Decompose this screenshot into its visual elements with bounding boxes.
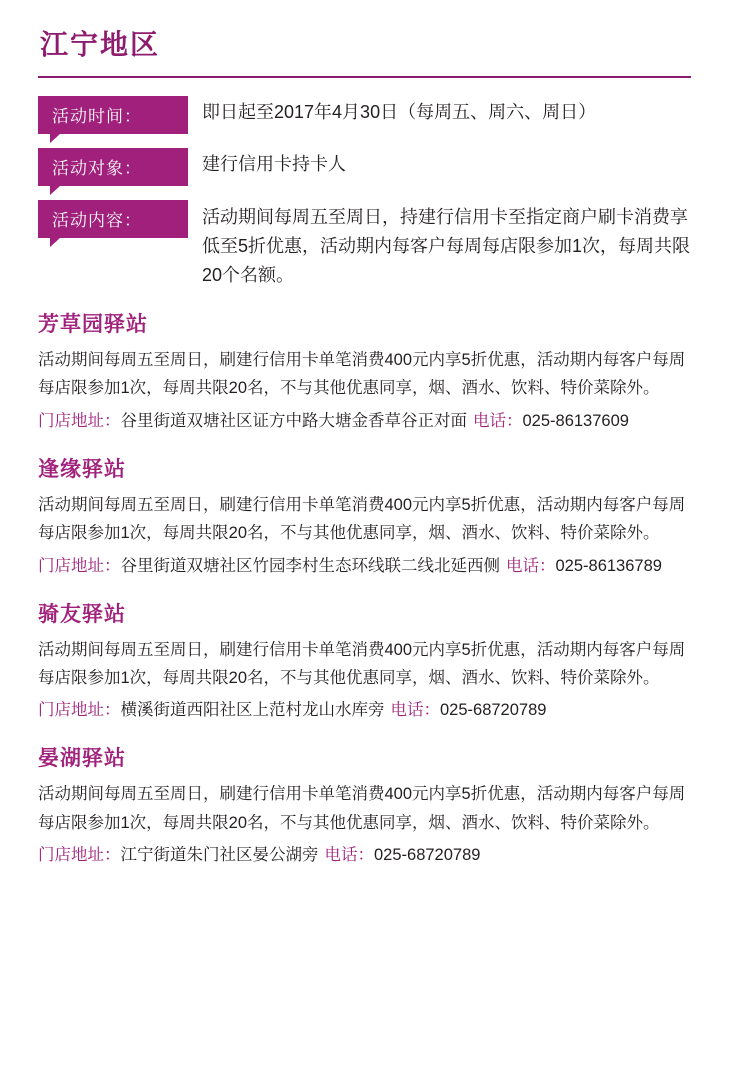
info-tag-time: 活动时间： xyxy=(38,96,188,134)
info-row-time xyxy=(38,96,691,134)
store-contact xyxy=(38,552,691,580)
promo-page xyxy=(0,28,729,1078)
info-row-content xyxy=(38,200,691,290)
info-tag-content: 活动内容： xyxy=(38,200,188,238)
store-section xyxy=(38,308,691,435)
title-divider xyxy=(38,76,691,78)
store-contact xyxy=(38,696,691,724)
info-value-audience: 建行信用卡持卡人 xyxy=(202,153,346,174)
store-section xyxy=(38,742,691,869)
store-phone-label: 电话： xyxy=(324,846,374,865)
page-title: 江宁地区 xyxy=(40,29,161,60)
store-section xyxy=(38,598,691,725)
store-description: 活动期间每周五至周日，刷建行信用卡单笔消费400元内享5折优惠，活动期内每客户每周每店限参加1次，每周共限20名，不与其他优惠同享，烟、酒水、饮料、特价菜除外。 xyxy=(38,785,686,832)
info-row-audience xyxy=(38,148,691,186)
info-value-content: 活动期间每周五至周日，持建行信用卡至指定商户刷卡消费享低至5折优惠，活动期内每客户每周每店限参加1次，每周共限20个名额。 xyxy=(202,206,691,285)
store-phone-label: 电话： xyxy=(473,411,523,430)
store-name: 逢缘驿站 xyxy=(38,457,126,481)
store-contact xyxy=(38,407,691,435)
store-phone: 025-86137609 xyxy=(522,411,629,430)
store-name: 晏湖驿站 xyxy=(38,747,126,771)
store-description: 活动期间每周五至周日，刷建行信用卡单笔消费400元内享5折优惠，活动期内每客户每周每店限参加1次，每周共限20名，不与其他优惠同享，烟、酒水、饮料、特价菜除外。 xyxy=(38,640,686,688)
store-phone-label: 电话： xyxy=(390,701,440,720)
store-address-label: 门店地址： xyxy=(38,411,121,430)
info-tag-audience: 活动对象： xyxy=(38,148,188,186)
store-address: 谷里街道双塘社区证方中路大塘金香草谷正对面 xyxy=(120,411,467,430)
store-phone: 025-86136789 xyxy=(555,556,662,575)
store-description: 活动期间每周五至周日，刷建行信用卡单笔消费400元内享5折优惠，活动期内每客户每周每店限参加1次，每周共限20名，不与其他优惠同享，烟、酒水、饮料、特价菜除外。 xyxy=(38,351,686,398)
store-phone: 025-68720789 xyxy=(440,701,547,720)
store-name: 骑友驿站 xyxy=(38,602,126,626)
activity-info-block xyxy=(38,96,691,290)
store-address: 谷里街道双塘社区竹园李村生态环线联二线北延西侧 xyxy=(120,556,500,575)
store-phone-label: 电话： xyxy=(506,556,556,575)
store-address-label: 门店地址： xyxy=(38,701,121,720)
store-address: 横溪街道西阳社区上范村龙山水库旁 xyxy=(120,701,385,720)
store-section xyxy=(38,453,691,580)
store-address: 江宁街道朱门社区晏公湖旁 xyxy=(120,846,319,865)
store-description: 活动期间每周五至周日，刷建行信用卡单笔消费400元内享5折优惠，活动期内每客户每周每店限参加1次，每周共限20名，不与其他优惠同享，烟、酒水、饮料、特价菜除外。 xyxy=(38,495,686,543)
store-address-label: 门店地址： xyxy=(38,556,121,575)
store-name: 芳草园驿站 xyxy=(38,313,148,337)
store-address-label: 门店地址： xyxy=(38,846,121,865)
store-phone: 025-68720789 xyxy=(374,846,481,865)
store-contact xyxy=(38,841,691,869)
info-value-time: 即日起至2017年4月30日（每周五、周六、周日） xyxy=(202,101,597,122)
